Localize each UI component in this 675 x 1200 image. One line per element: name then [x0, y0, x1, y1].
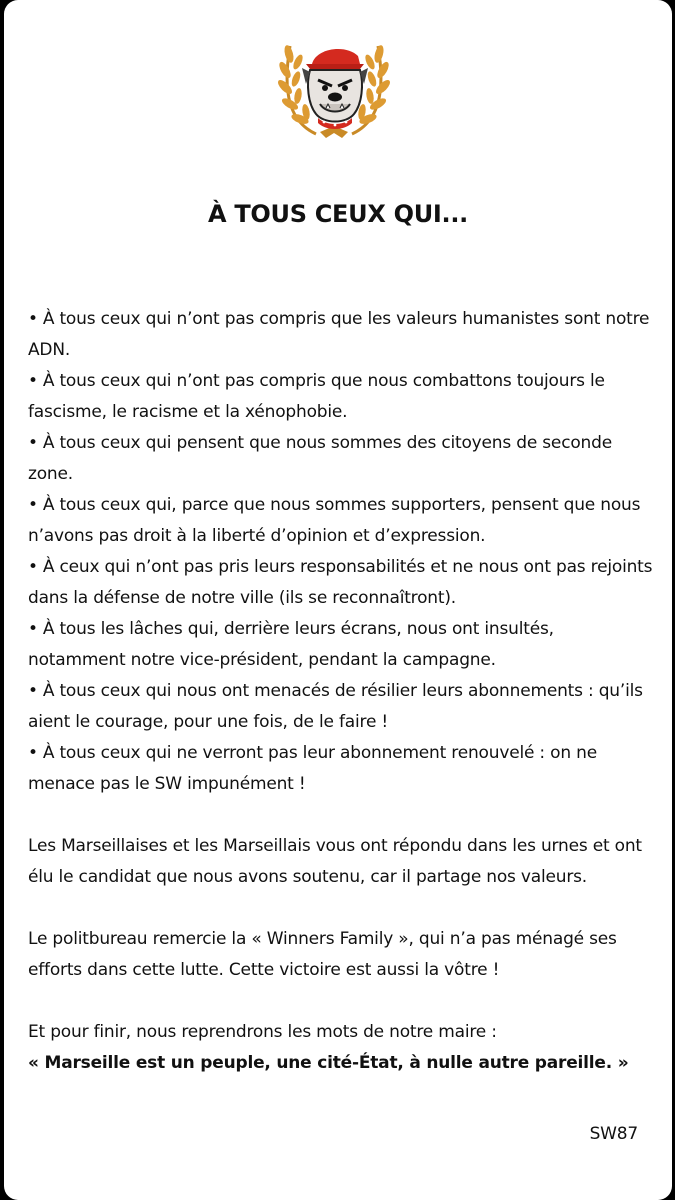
paragraph-thanks: Le politbureau remercie la « Winners Family », qui n’a pas ménagé ses efforts dans cette lutte. Cette victoire est aussi la vôtre !: [28, 929, 617, 980]
list-item: [28, 304, 654, 366]
signature: SW87: [589, 1124, 638, 1144]
bullet-icon: •: [28, 309, 38, 329]
statement-body: [28, 304, 654, 1079]
list-item: [28, 738, 654, 800]
statement-page: [4, 0, 672, 1200]
list-item-text: À tous ceux qui, parce que nous sommes supporters, pensent que nous n’avons pas droit à la liberté d’opinion et d’expression.: [28, 495, 641, 546]
list-item-text: À tous ceux qui ne verront pas leur abonnement renouvelé : on ne menace pas le SW impunément !: [28, 743, 597, 794]
bullet-icon: •: [28, 433, 38, 453]
list-item: [28, 676, 654, 738]
bullet-icon: •: [28, 495, 38, 515]
list-item-text: À tous ceux qui n’ont pas compris que les valeurs humanistes sont notre ADN.: [28, 309, 650, 360]
list-item-text: À ceux qui n’ont pas pris leurs responsabilités et ne nous ont pas rejoints dans la défense de notre ville (ils se reconnaîtront).: [28, 557, 653, 608]
list-item-text: À tous ceux qui nous ont menacés de résilier leurs abonnements : qu’ils aient le courage, pour une fois, de le faire !: [28, 681, 643, 732]
bullet-icon: •: [28, 743, 38, 763]
list-item: [28, 366, 654, 428]
list-item: [28, 552, 654, 614]
bullet-icon: •: [28, 619, 38, 639]
list-item: [28, 428, 654, 490]
list-item: [28, 490, 654, 552]
list-item: [28, 614, 654, 676]
paragraph-election: Les Marseillaises et les Marseillais vous ont répondu dans les urnes et ont élu le candidat que nous avons soutenu, car il partage nos valeurs.: [28, 836, 642, 887]
bullet-icon: •: [28, 681, 38, 701]
bulldog-laurel-emblem-icon: [276, 34, 392, 144]
page-title: À TOUS CEUX QUI...: [208, 200, 468, 228]
bullet-icon: •: [28, 371, 38, 391]
closing-intro: Et pour finir, nous reprendrons les mots de notre maire :: [28, 1022, 497, 1042]
list-item-text: À tous ceux qui pensent que nous sommes des citoyens de seconde zone.: [28, 433, 612, 484]
list-item-text: À tous les lâches qui, derrière leurs écrans, nous ont insultés, notamment notre vice-président, pendant la campagne.: [28, 619, 554, 670]
bullet-icon: •: [28, 557, 38, 577]
list-item-text: À tous ceux qui n’ont pas compris que nous combattons toujours le fascisme, le racisme et la xénophobie.: [28, 371, 605, 422]
closing-quote: « Marseille est un peuple, une cité-État, à nulle autre pareille. »: [28, 1053, 629, 1073]
